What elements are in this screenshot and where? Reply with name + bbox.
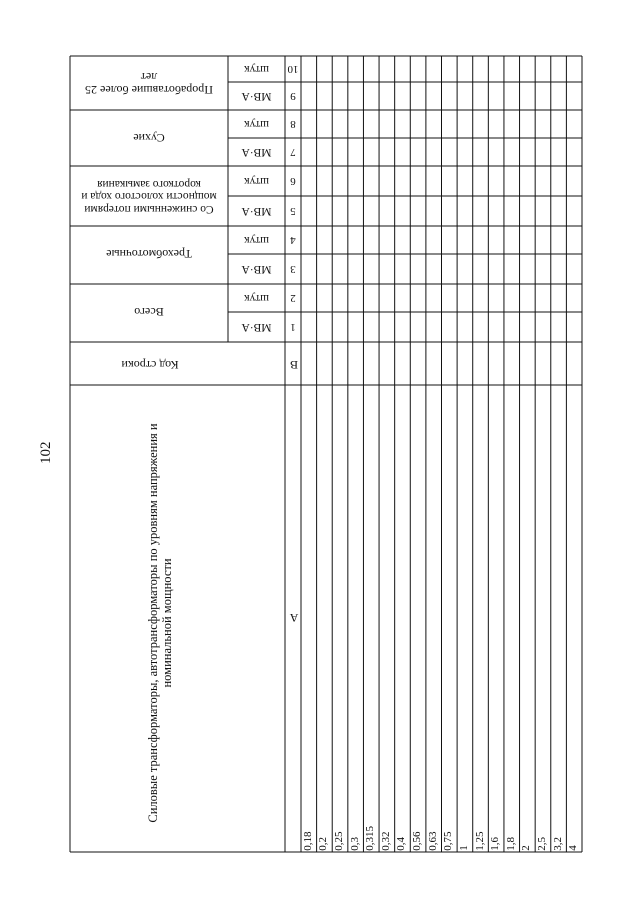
- unit-label: МВ·А: [241, 321, 272, 334]
- power-value: 1,6: [489, 837, 502, 851]
- unit-label: штук: [243, 234, 270, 247]
- power-value: 0,18: [302, 831, 315, 851]
- column-letter-b: В: [290, 358, 299, 373]
- group-three-winding: Трехобмоточные: [106, 247, 192, 262]
- power-value: 0,56: [411, 831, 424, 851]
- column-number: 5: [290, 205, 296, 218]
- power-value: 0,2: [317, 837, 330, 851]
- unit-label: штук: [243, 292, 270, 305]
- unit-label: штук: [243, 175, 270, 188]
- column-number: 10: [287, 63, 299, 76]
- power-value: 2: [520, 845, 533, 851]
- power-value: 0,25: [333, 831, 346, 851]
- group-reduced-losses-line-2: мощности холостого хода и: [81, 190, 217, 203]
- column-number: 7: [290, 146, 296, 159]
- column-number: 1: [290, 321, 296, 334]
- group-over-25-years: [70, 56, 228, 110]
- group-over-25-years-line-2: лет: [140, 70, 158, 84]
- power-value: 1: [458, 845, 471, 851]
- unit-label: МВ·А: [241, 90, 272, 103]
- power-value: 1,25: [474, 831, 487, 851]
- unit-label: МВ·А: [241, 263, 272, 276]
- column-letter-a: А: [289, 611, 299, 626]
- power-value: 0,32: [380, 831, 393, 851]
- group-dry: Сухие: [133, 131, 165, 146]
- power-value: 0,75: [442, 831, 455, 851]
- caption-line-2: номинальной мощности: [160, 558, 174, 688]
- power-value: 0,63: [427, 831, 440, 851]
- page-number: 102: [38, 441, 54, 464]
- group-reduced-losses-line-3: короткого замыкания: [97, 177, 201, 190]
- row-code-header: Код строки: [121, 358, 179, 373]
- power-value: 0,3: [349, 837, 362, 851]
- column-number: 9: [290, 90, 296, 103]
- group-reduced-losses: [70, 166, 228, 226]
- column-number: 3: [290, 263, 296, 276]
- unit-label: штук: [243, 63, 270, 76]
- power-value: 0,4: [395, 837, 408, 851]
- unit-label: штук: [243, 118, 270, 131]
- power-value: 3,2: [552, 837, 565, 851]
- unit-label: МВ·А: [241, 146, 272, 159]
- power-value: 0,315: [364, 826, 377, 851]
- column-number: 8: [290, 118, 296, 131]
- column-number: 4: [290, 234, 296, 247]
- power-value: 1,8: [505, 837, 518, 851]
- column-number: 2: [290, 292, 296, 305]
- group-total: Всего: [134, 305, 164, 320]
- group-reduced-losses-line-1: Со сниженными потерями: [84, 202, 214, 215]
- column-number: 6: [290, 175, 296, 188]
- power-value: 4: [567, 845, 580, 851]
- caption-line-1: Силовые трансформаторы, автотрансформаторы по уровням напряжения и: [146, 423, 160, 823]
- table-caption: [132, 393, 188, 853]
- power-value: 2,5: [536, 837, 549, 851]
- unit-label: МВ·А: [241, 205, 272, 218]
- group-over-25-years-line-1: Проработавшие более 25: [85, 83, 213, 97]
